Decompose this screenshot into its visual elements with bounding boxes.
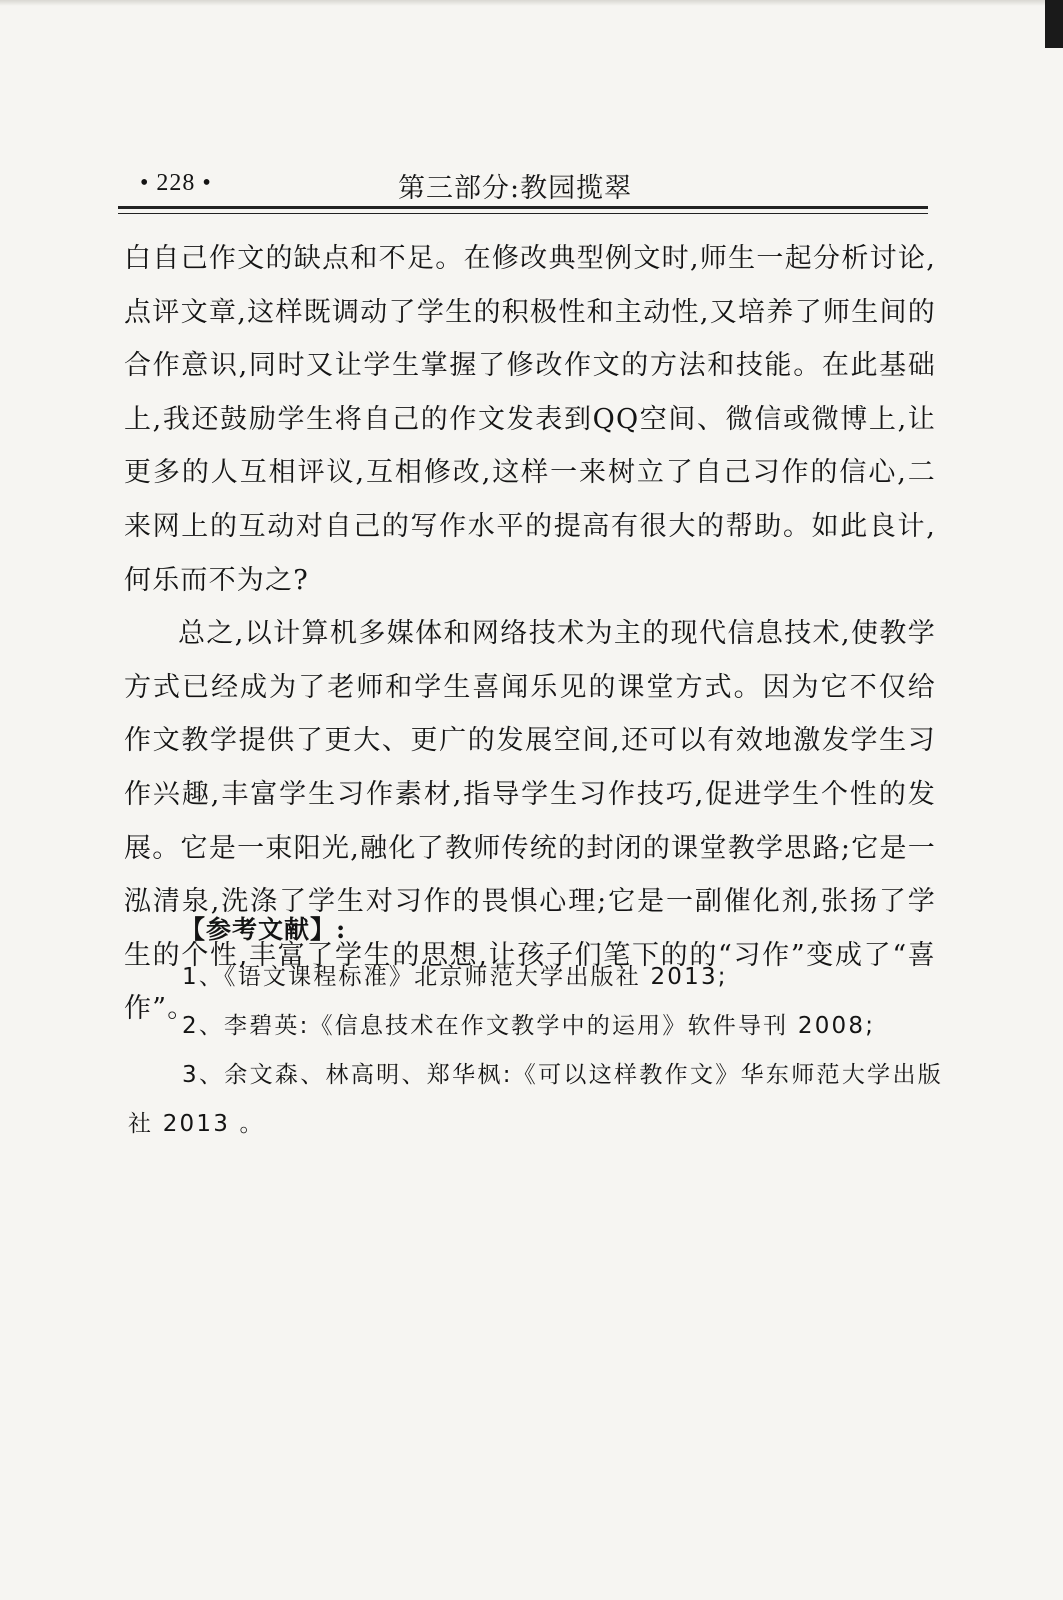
paragraph-continued: 白自己作文的缺点和不足。在修改典型例文时,师生一起分析讨论,点评文章,这样既调动了学生的积极性和主动性,又培养了师生间的合作意识,同时又让学生掌握了修改作文的方法和技能。在此基础上,我还鼓励学生将自己的作文发表到QQ空间、微信或微博上,让更多的人互相评议,互相修改,这样一来树立了自己习作的信心,二来网上的互动对自己的写作水平的提高有很大的帮助。如此良计,何乐而不为之? <box>124 243 936 596</box>
reference-item: 3、余文森、林高明、郑华枫:《可以这样教作文》华东师范大学出版社 2013 。 <box>128 1062 943 1137</box>
reference-item: 1、《语文课程标准》北京师范大学出版社 2013; <box>182 964 728 990</box>
page-top-shadow <box>0 0 1063 6</box>
reference-item: 2、李碧英:《信息技术在作文教学中的运用》软件导刊 2008; <box>182 1013 876 1039</box>
header-rule-thick <box>118 206 928 209</box>
references-heading: 【参考文献】: <box>180 915 347 944</box>
references-list <box>128 953 943 1149</box>
section-title: 第三部分:教园揽翠 <box>398 173 633 204</box>
running-header <box>118 166 928 206</box>
page-number: • 228 • <box>140 170 212 196</box>
paragraph-conclusion: 总之,以计算机多媒体和网络技术为主的现代信息技术,使教学方式已经成为了老师和学生喜闻乐见的课堂方式。因为它不仅给作文教学提供了更大、更广的发展空间,还可以有效地激发学生习作兴趣,丰富学生习作素材,指导学生习作技巧,促进学生个性的发展。它是一束阳光,融化了教师传统的封闭的课堂教学思路;它是一泓清泉,洗涤了学生对习作的畏惧心理;它是一副催化剂,张扬了学生的个性,丰富了学生的思想,让孩子们笔下的的“习作”变成了“喜作”。 <box>124 618 936 1025</box>
header-rule-thin <box>118 213 928 214</box>
page-corner-mark <box>1045 0 1063 48</box>
